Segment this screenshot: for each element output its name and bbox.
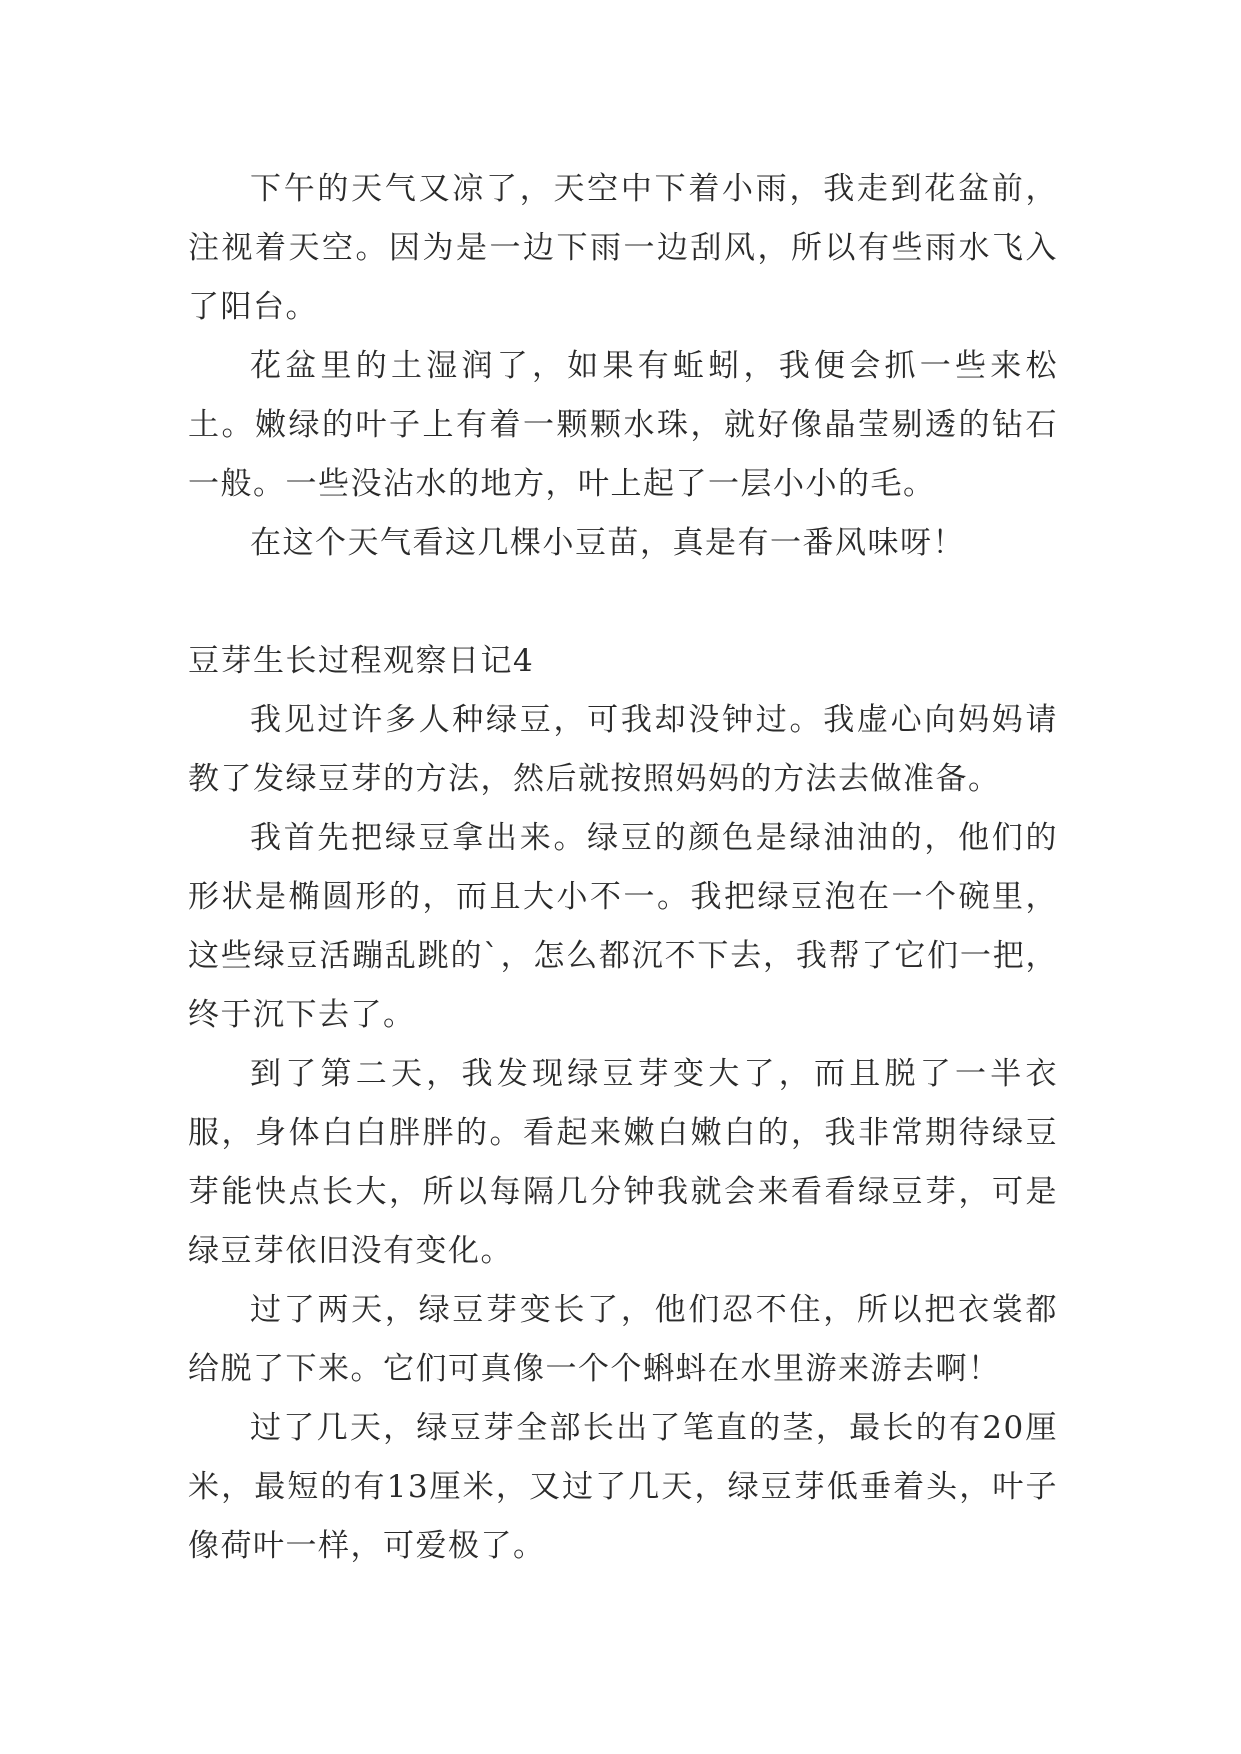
- paragraph: 在这个天气看这几棵小豆苗，真是有一番风味呀！: [250, 525, 965, 561]
- paragraph: 过了几天，绿豆芽全部长出了笔直的茎，最长的有20厘米，最短的有13厘米，又过了几天，绿豆芽低垂着头，叶子像荷叶一样，可爱极了。: [188, 1410, 1058, 1564]
- paragraph: 下午的天气又凉了，天空中下着小雨，我走到花盆前，注视着天空。因为是一边下雨一边刮风，所以有些雨水飞入了阳台。: [188, 171, 1058, 325]
- paragraph: 我见过许多人种绿豆，可我却没钟过。我虚心向妈妈请教了发绿豆芽的方法，然后就按照妈妈的方法去做准备。: [188, 702, 1058, 797]
- section-heading: 豆芽生长过程观察日记4: [188, 643, 535, 679]
- section-gap: [188, 573, 1058, 632]
- paragraph: 到了第二天，我发现绿豆芽变大了，而且脱了一半衣服，身体白白胖胖的。看起来嫩白嫩白的，我非常期待绿豆芽能快点长大，所以每隔几分钟我就会来看看绿豆芽，可是绿豆芽依旧没有变化。: [188, 1056, 1058, 1269]
- paragraph: 花盆里的土湿润了，如果有蚯蚓，我便会抓一些来松土。嫩绿的叶子上有着一颗颗水珠，就好像晶莹剔透的钻石一般。一些没沾水的地方，叶上起了一层小小的毛。: [188, 348, 1058, 502]
- document-body: [188, 160, 1058, 1576]
- paragraph: 我首先把绿豆拿出来。绿豆的颜色是绿油油的，他们的形状是椭圆形的，而且大小不一。我把绿豆泡在一个碗里，这些绿豆活蹦乱跳的`，怎么都沉不下去，我帮了它们一把，终于沉下去了。: [188, 820, 1058, 1033]
- paragraph: 过了两天，绿豆芽变长了，他们忍不住，所以把衣裳都给脱了下来。它们可真像一个个蝌蚪在水里游来游去啊！: [188, 1292, 1058, 1387]
